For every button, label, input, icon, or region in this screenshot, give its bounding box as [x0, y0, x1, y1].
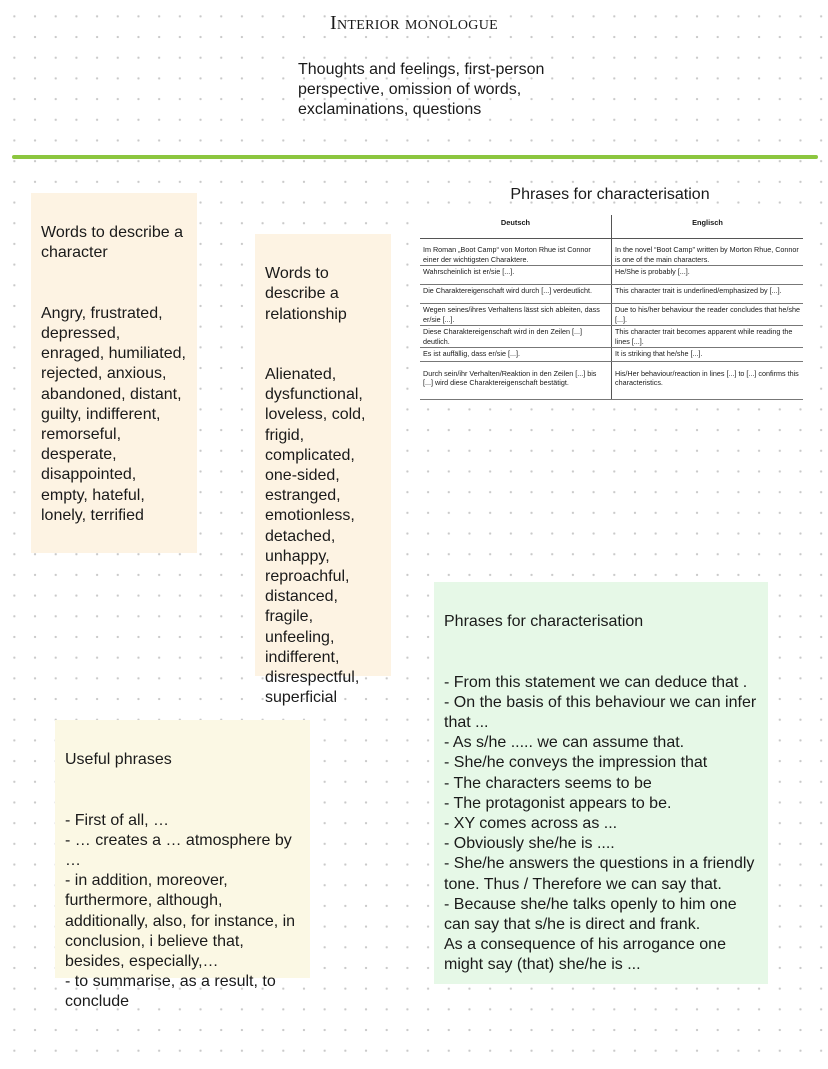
note-body: - From this statement we can deduce that . - On the basis of this behaviour we can infer that ... - As s/he ..... we can assume that. - She/he conveys the impression that - The characters seems to be - The protagonist appears to be. - XY comes across as ... - Obviously she/he is .... - She/he answers the questions in a friendly tone. Thus / Therefore we can say that. - Because she/he talks openly to him one can say that s/he is direct and frank. As a consequence of his arrogance one might say (that) she/he is ... — [444, 673, 757, 974]
table-cell: Es ist auffällig, dass er/sie [...]. — [420, 348, 612, 362]
characterisation-phrases-note — [434, 582, 768, 984]
page-title: Interior monologue — [330, 12, 498, 34]
table-cell: Durch sein/ihr Verhalten/Reaktion in den Zeilen [...] bis [...] wird diese Charaktereigenschaft bestätigt. — [420, 368, 612, 400]
table-row — [420, 348, 803, 362]
relationship-words-note — [255, 234, 391, 707]
note-body: Alienated, dysfunctional, loveless, cold, frigid, complicated, one-sided, estranged, emotionless, detached, unhappy, reproachful, distanced, fragile, unfeeling, indifferent, disrespectful, superficial — [265, 366, 366, 707]
note-heading: Useful phrases — [65, 751, 172, 769]
table-cell: This character trait becomes apparent while reading the lines [...]. — [612, 326, 804, 348]
table-row — [420, 266, 803, 285]
note-heading: Words to describe a character — [41, 224, 183, 262]
table-cell: It is striking that he/she [...]. — [612, 348, 804, 362]
table-row — [420, 326, 803, 348]
table-cell: His/Her behaviour/reaction in lines [...] to [...] confirms this characteristics. — [612, 368, 804, 400]
table-cell: Im Roman „Boot Camp“ von Morton Rhue ist Connor einer der wichtigsten Charaktere. — [420, 244, 612, 266]
table-cell: Diese Charaktereigenschaft wird in den Zeilen [...] deutlich. — [420, 326, 612, 348]
table-cell: Die Charaktereigenschaft wird durch [...] verdeutlicht. — [420, 285, 612, 304]
table-title: Phrases for characterisation — [510, 186, 710, 203]
table-cell: This character trait is underlined/emphasized by [...]. — [612, 285, 804, 304]
phrase-table — [420, 215, 803, 400]
section-divider — [12, 155, 818, 159]
table-row — [420, 304, 803, 326]
table-row — [420, 285, 803, 304]
note-body: Angry, frustrated, depressed, enraged, humiliated, rejected, anxious, abandoned, distant, guilty, indifferent, remorseful, desperate, disappointed, empty, hateful, lonely, terrified — [41, 304, 186, 524]
character-words-note — [31, 193, 197, 553]
note-heading: Words to describe a relationship — [265, 265, 347, 323]
column-header-deutsch: Deutsch — [420, 215, 612, 238]
table-row — [420, 244, 803, 266]
table-cell: Wegen seines/ihres Verhaltens lässt sich ableiten, dass er/sie [...]. — [420, 304, 612, 326]
column-header-englisch: Englisch — [612, 215, 804, 238]
note-heading: Phrases for characterisation — [444, 613, 644, 631]
table-cell: Wahrscheinlich ist er/sie [...]. — [420, 266, 612, 285]
table-cell: He/She is probably [...]. — [612, 266, 804, 285]
page-subtitle: Thoughts and feelings, first-person perspective, omission of words, exclaminations, questions — [298, 61, 545, 118]
table-cell: In the novel “Boot Camp” written by Morton Rhue, Connor is one of the main characters. — [612, 244, 804, 266]
useful-phrases-note — [55, 720, 310, 1011]
note-body: - First of all, … - … creates a … atmosphere by … - in addition, moreover, furthermore, although, additionally, also, for instance, in conclusion, i believe that, besides, especially,… - to summarise, as a result, to conclude — [65, 811, 296, 1011]
table-cell: Due to his/her behaviour the reader concludes that he/she [...]. — [612, 304, 804, 326]
table-row — [420, 368, 803, 400]
